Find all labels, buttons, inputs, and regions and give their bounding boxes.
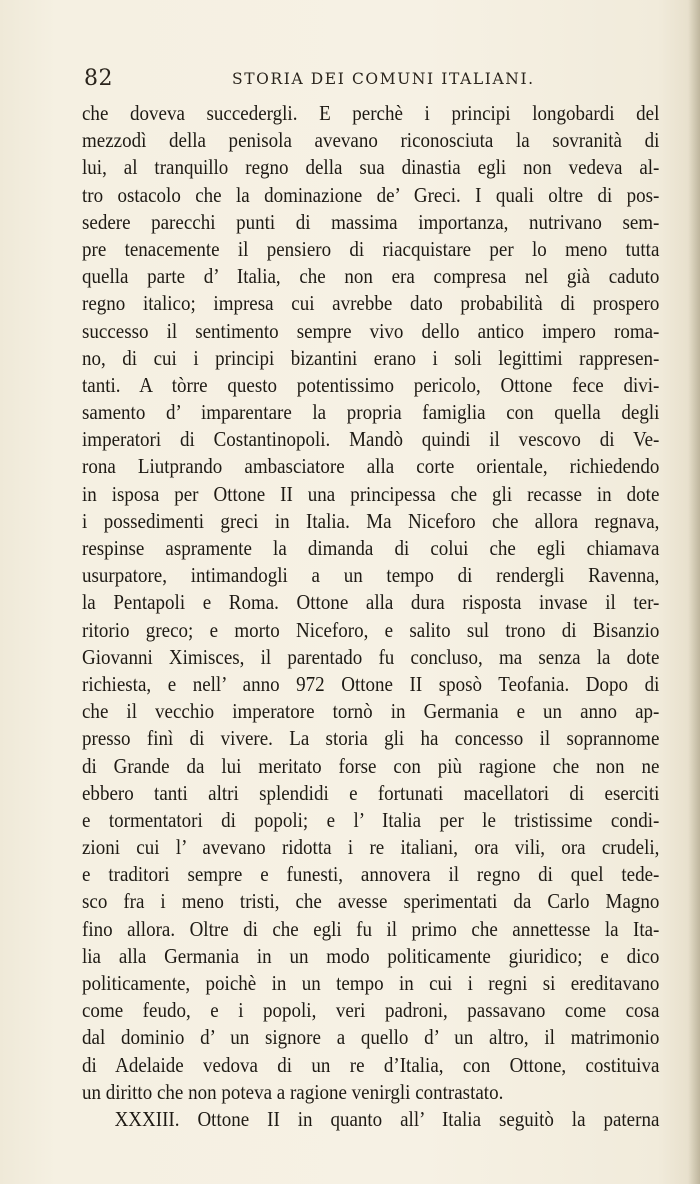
text-line: tro ostacolo che la dominazione de’ Greci. I quali oltre di pos-: [82, 182, 660, 207]
text-line: sedere parecchi punti di massima importanza, nutrivano sem-: [82, 209, 660, 234]
text-line: dal dominio d’ un signore a quello d’ un altro, il matrimonio: [82, 1025, 660, 1050]
text-line: presso finì di vivere. La storia gli ha concesso il soprannome: [82, 726, 660, 751]
text-line: rona Liutprando ambasciatore alla corte orientale, richiedendo: [82, 454, 660, 479]
page-header: [84, 66, 670, 96]
section-start-line: XXXIII. Ottone II in quanto all’ Italia seguitò la paterna: [114, 1106, 660, 1131]
text-line: lui, al tranquillo regno della sua dinastia egli non vedeva al-: [82, 155, 660, 180]
text-line: mezzodì della penisola avevano riconosciuta la sovranità di: [82, 128, 660, 153]
text-line: di Grande da lui meritato forse con più ragione che non ne: [82, 753, 660, 778]
running-title: STORIA DEI COMUNI ITALIANI.: [232, 70, 535, 88]
text-line: ebbero tanti altri splendidi e fortunati macellatori di eserciti: [82, 780, 660, 805]
text-line: zioni cui l’ avevano ridotta i re italiani, ora vili, ora crudeli,: [82, 835, 660, 860]
page-number: 82: [84, 66, 113, 91]
text-line: imperatori di Costantinopoli. Mandò quindi il vescovo di Ve-: [82, 427, 660, 452]
text-line: no, di cui i principi bizantini erano i soli legittimi rappresen-: [82, 345, 660, 370]
text-line: regno italico; impresa cui avrebbe dato probabilità di prospero: [82, 291, 660, 316]
text-line: richiesta, e nell’ anno 972 Ottone II sposò Teofania. Dopo di: [82, 671, 660, 696]
text-line: e traditori sempre e funesti, annovera il regno di quel tede-: [82, 862, 660, 887]
text-line: politicamente, poichè in un tempo in cui i regni si ereditavano: [82, 971, 660, 995]
paragraph-last-line: un diritto che non poteva a ragione venirgli contrastato.: [82, 1079, 504, 1104]
text-line: che il vecchio imperatore tornò in Germania e un anno ap-: [82, 699, 660, 724]
page-edge-shadow: [688, 0, 700, 1184]
text-line: sco fra i meno tristi, che avesse sperimentati da Carlo Magno: [82, 889, 660, 914]
text-line: fino allora. Oltre di che egli fu il primo che annettesse la Ita-: [82, 916, 660, 941]
text-line: in isposa per Ottone II una principessa che gli recasse in dote: [82, 481, 660, 506]
text-line: respinse aspramente la dimanda di colui che egli chiamava: [82, 536, 660, 560]
text-line: e tormentatori di popoli; e l’ Italia per le tristissime condi-: [82, 807, 660, 832]
text-line: di Adelaide vedova di un re d’Italia, con Ottone, costituiva: [82, 1052, 660, 1077]
text-line: samento d’ imparentare la propria famiglia con quella degli: [82, 400, 660, 425]
text-line: che doveva succedergli. E perchè i principi longobardi del: [82, 101, 660, 125]
body-text: [82, 100, 660, 1133]
text-line: usurpatore, intimandogli a un tempo di rendergli Ravenna,: [82, 563, 660, 588]
text-line: quella parte d’ Italia, che non era compresa nel già caduto: [82, 264, 660, 289]
text-line: ritorio greco; e morto Niceforo, e salito sul trono di Bisanzio: [82, 617, 660, 642]
text-line: successo il sentimento sempre vivo dello antico impero roma-: [82, 318, 660, 343]
text-line: Giovanni Ximisces, il parentado fu concluso, ma senza la dote: [82, 644, 660, 669]
text-line: i possedimenti greci in Italia. Ma Niceforo che allora regnava,: [82, 508, 660, 533]
text-line: la Pentapoli e Roma. Ottone alla dura risposta invase il ter-: [82, 590, 660, 615]
text-line: pre tenacemente il pensiero di riacquistare per lo meno tutta: [82, 236, 660, 261]
text-line: tanti. A tòrre questo potentissimo pericolo, Ottone fece divi-: [82, 372, 660, 397]
text-line: come feudo, e i popoli, veri padroni, passavano come cosa: [82, 998, 660, 1023]
text-line: lia alla Germania in un modo politicamente giuridico; e dico: [82, 943, 660, 968]
